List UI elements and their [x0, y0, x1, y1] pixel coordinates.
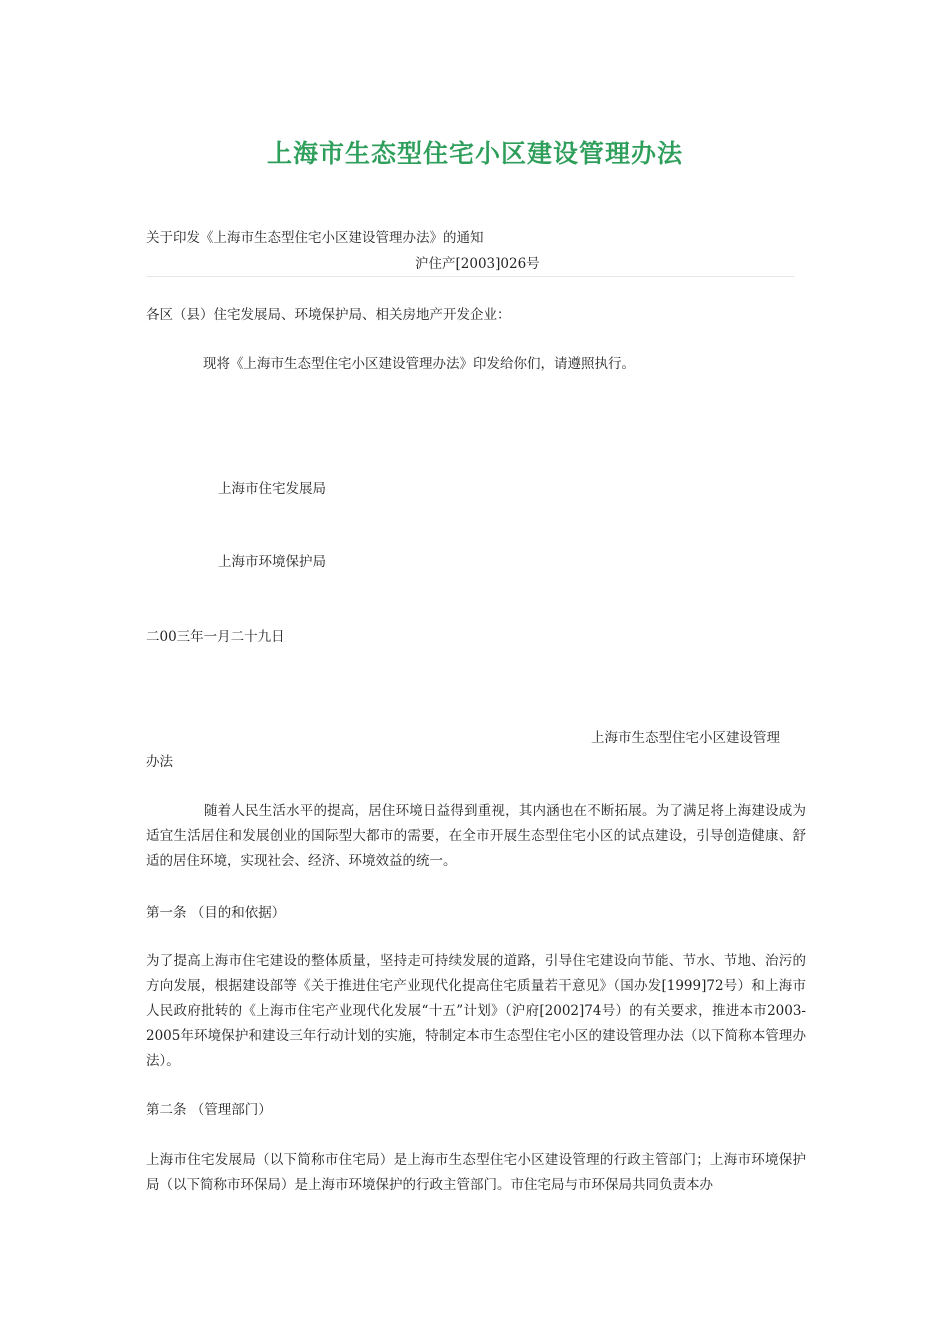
subtitle-part2: 办法: [146, 754, 173, 770]
document-number: 沪住产[2003]026号: [415, 256, 540, 272]
subtitle-part1: 上海市生态型住宅小区建设管理: [591, 730, 780, 746]
article-1-body: 为了提高上海市住宅建设的整体质量，坚持走可持续发展的道路，引导住宅建设向节能、节水、节地、治污的方向发展，根据建设部等《关于推进住宅产业现代化提高住宅质量若干意见》（国办发[1999]72号）和上海市人民政府批转的《上海市住宅产业现代化发展“十五”计划》（沪府[2002]74号）的有关要求，推进本市2003-2005年环境保护和建设三年行动计划的实施，特制定本市生态型住宅小区的建设管理办法（以下简称本管理办法）。: [146, 953, 806, 1069]
notice-line: 关于印发《上海市生态型住宅小区建设管理办法》的通知: [146, 230, 484, 246]
preamble-paragraph: 随着人民生活水平的提高，居住环境日益得到重视，其内涵也在不断拓展。为了满足将上海建设成为适宜生活居住和发展创业的国际型大都市的需要，在全市开展生态型住宅小区的试点建设，引导创造健康、舒适的居住环境，实现社会、经济、环境效益的统一。: [146, 803, 806, 869]
signatory-environment-bureau: 上海市环境保护局: [218, 554, 326, 570]
addressee: 各区（县）住宅发展局、环境保护局、相关房地产开发企业：: [146, 307, 511, 323]
document-title: 上海市生态型住宅小区建设管理办法: [266, 139, 683, 168]
signatory-housing-bureau: 上海市住宅发展局: [218, 481, 326, 497]
article-2-heading: 第二条 （管理部门）: [146, 1102, 272, 1118]
divider: [146, 276, 794, 277]
article-1-heading: 第一条 （目的和依据）: [146, 905, 286, 921]
issue-date: 二00三年一月二十九日: [146, 629, 285, 645]
article-2-body: 上海市住宅发展局（以下简称市住宅局）是上海市生态型住宅小区建设管理的行政主管部门；上海市环境保护局（以下简称市环保局）是上海市环境保护的行政主管部门。市住宅局与市环保局共同负责本办: [146, 1152, 806, 1193]
intro-paragraph: 现将《上海市生态型住宅小区建设管理办法》印发给你们，请遵照执行。: [203, 356, 635, 372]
